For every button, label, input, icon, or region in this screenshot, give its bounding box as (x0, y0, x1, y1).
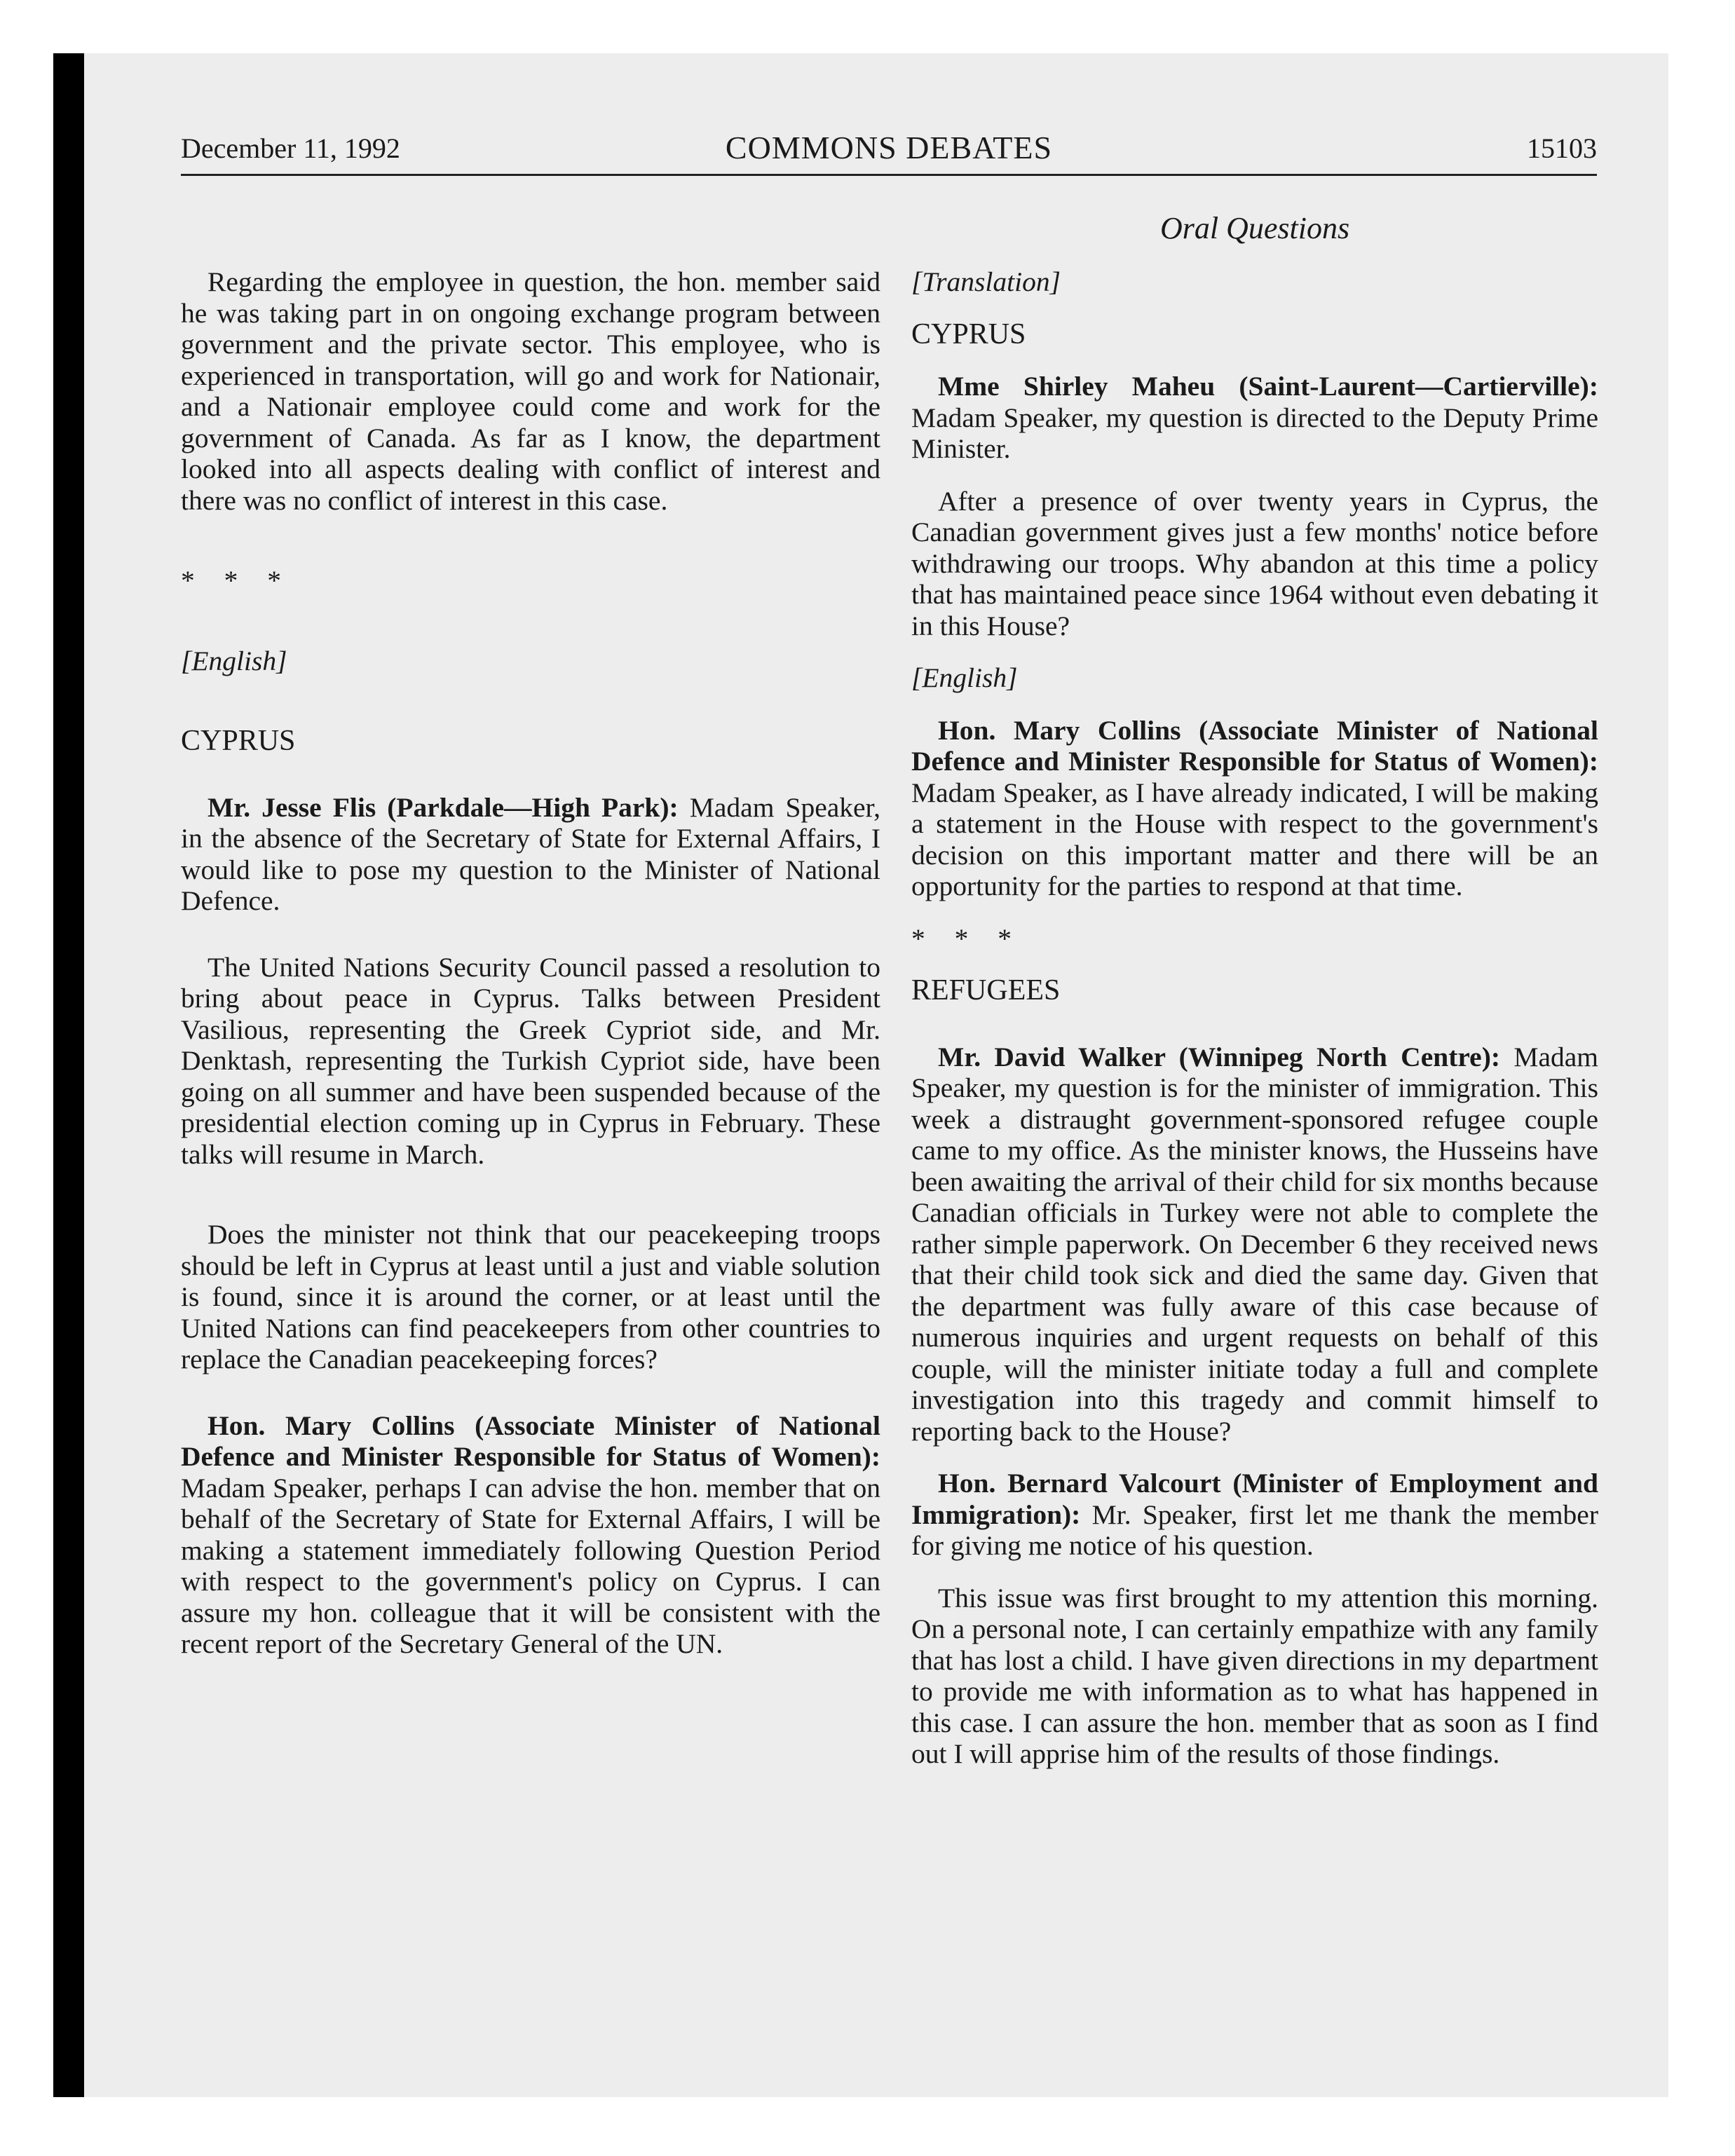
paragraph: This issue was first brought to my attention this morning. On a personal note, I can certainly empathize with any family that has lost a child. I have given directions in my department to provide me with information as to what has happened in this case. I can assure the hon. member that as soon as I find out I will apprise him of the results of those findings. (911, 1582, 1598, 1769)
paragraph (181, 792, 880, 917)
paragraph: The United Nations Security Council passed a resolution to bring about peace in Cyprus. Talks between President Vasilious, representing the Greek Cypriot side, and Mr. Denktash, representing the Turkish Cypriot side, have been going on all summer and have been suspended because of the presidential election coming up in Cyprus in February. These talks will resume in March. (181, 951, 880, 1170)
speech-text: Madam Speaker, perhaps I can advise the hon. member that on behalf of the Secretary of State for External Affairs, I will be making a statement immediately following Question Period with respect to the government's policy on Cyprus. I can assure my hon. colleague that it will be consistent with the recent report of the Secretary General of the UN. (181, 1472, 880, 1659)
speech-text: Madam Speaker, my question is for the minister of immigration. This week a distraught government-sponsored refugee couple came to my office. As the minister knows, the Husseins have been awaiting the arrival of their child for six months because Canadian officials in Turkey were not able to complete the rather simple paperwork. On December 6 they received news that their child took sick and died the same day. Given that the department was fully aware of this case because of numerous inquiries and urgent requests on behalf of this couple, will the minister initiate today a full and complete investigation into this tragedy and commit himself to reporting back to the House? (911, 1041, 1598, 1447)
header-date: December 11, 1992 (181, 132, 400, 164)
right-column (911, 266, 1598, 1770)
speaker-name: Mr. Jesse Flis (Parkdale—High Park): (207, 791, 679, 823)
header-page-number: 15103 (1527, 132, 1597, 164)
paragraph: After a presence of over twenty years in Cyprus, the Canadian government gives just a few months' notice before withdrawing our troops. Why abandon at this time a policy that has maintained peace since 1964 without even debating it in this House? (911, 485, 1598, 641)
page-header (181, 132, 1597, 176)
paragraph (911, 1042, 1598, 1447)
section-separator: * * * (911, 922, 1023, 954)
language-marker: [English] (181, 645, 287, 676)
binding-edge (53, 53, 84, 2097)
section-heading: CYPRUS (911, 318, 1026, 350)
section-label: Oral Questions (1159, 211, 1350, 245)
paragraph (911, 371, 1598, 465)
section-heading: REFUGEES (911, 974, 1061, 1007)
speaker-name: Hon. Mary Collins (Associate Minister of National Defence and Minister Responsible for Status of Women): (911, 714, 1598, 777)
speech-text: Madam Speaker, as I have already indicated, I will be making a statement in the House with respect to the government's decision on this important matter and there will be an opportunity for the parties to respond at that time. (911, 777, 1598, 901)
header-title: COMMONS DEBATES (725, 130, 1053, 165)
paragraph: Regarding the employee in question, the hon. member said he was taking part in on ongoing exchange program between government and the private sector. This employee, who is experienced in transportation, will go and work for Nationair, and a Nationair employee could come and work for the government of Canada. As far as I know, the department looked into all aspects dealing with conflict of interest and there was no conflict of interest in this case. (181, 266, 880, 516)
paragraph (911, 1468, 1598, 1562)
language-marker: [English] (911, 662, 1018, 693)
section-heading: CYPRUS (181, 725, 296, 757)
speech-text: Mr. Speaker, first let me thank the member for giving me notice of his question. (911, 1499, 1598, 1561)
speech-text: Madam Speaker, my question is directed to the Deputy Prime Minister. (911, 402, 1598, 464)
speaker-name: Mr. David Walker (Winnipeg North Centre): (938, 1041, 1501, 1072)
left-column (181, 266, 880, 1660)
speaker-name: Mme Shirley Maheu (Saint-Laurent—Cartierville): (938, 371, 1598, 402)
section-separator: * * * (181, 565, 292, 596)
language-marker: [Translation] (911, 266, 1061, 297)
speech-text: Madam Speaker, in the absence of the Secretary of State for External Affairs, I would like to pose my question to the Minister of National Defence. (181, 791, 881, 916)
speaker-name: Hon. Bernard Valcourt (Minister of Employment and Immigration): (911, 1468, 1598, 1530)
speaker-name: Hon. Mary Collins (Associate Minister of National Defence and Minister Responsible for Status of Women): (181, 1410, 880, 1472)
paragraph: Does the minister not think that our peacekeeping troops should be left in Cyprus at least until a just and viable solution is found, since it is around the corner, or at least until the United Nations can find peacekeepers from other countries to replace the Canadian peacekeeping forces? (181, 1219, 880, 1374)
paragraph (181, 1410, 880, 1660)
paragraph (911, 715, 1598, 902)
